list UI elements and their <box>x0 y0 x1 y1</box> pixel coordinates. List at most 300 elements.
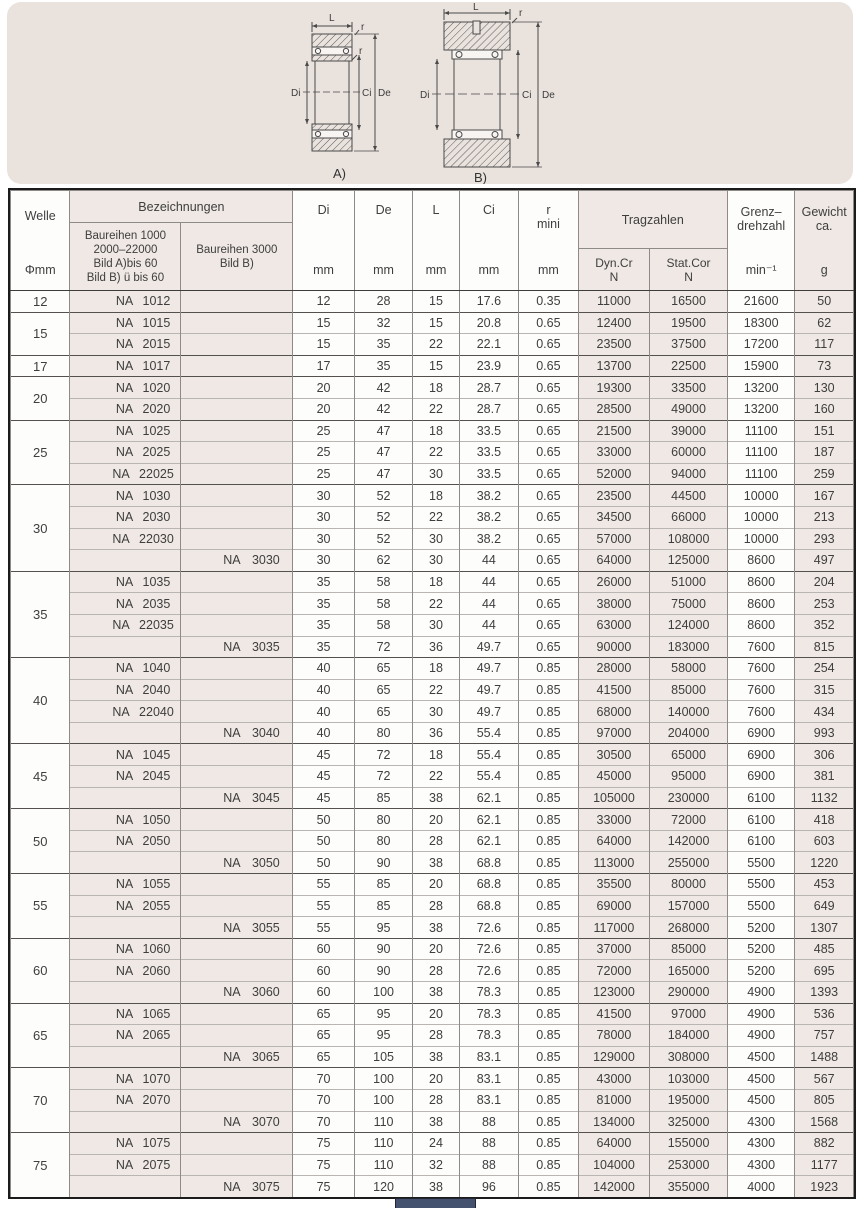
stat-cor-cell: 75000 <box>650 593 728 615</box>
designation-baureihe-1000-cell <box>70 1025 181 1047</box>
l-cell: 28 <box>413 1025 459 1047</box>
grenzdrehzahl-cell: 5500 <box>727 874 795 896</box>
stat-cor-cell: 16500 <box>650 291 728 313</box>
l-cell: 28 <box>413 830 459 852</box>
designation-baureihe-3000-cell <box>181 809 293 831</box>
l-cell: 38 <box>413 917 459 939</box>
designation-baureihe-3000-cell <box>181 377 293 399</box>
designation-prefix: NA <box>115 1006 134 1021</box>
de-cell: 85 <box>354 895 412 917</box>
r-mini-cell: 0.65 <box>519 377 578 399</box>
header-baureihe-3000: Baureihen 3000 Bild B) <box>181 223 293 291</box>
de-cell: 35 <box>354 334 412 356</box>
designation-baureihe-1000-cell <box>70 355 181 377</box>
designation-baureihe-1000-cell <box>70 679 181 701</box>
dyn-cr-cell: 41500 <box>578 679 650 701</box>
di-cell: 75 <box>293 1154 355 1176</box>
r-mini-cell: 0.85 <box>519 960 578 982</box>
de-cell: 47 <box>354 463 412 485</box>
gewicht-cell: 485 <box>795 938 854 960</box>
dyn-cr-cell: 30500 <box>578 744 650 766</box>
table-row <box>11 355 854 377</box>
l-cell: 20 <box>413 1068 459 1090</box>
designation-number: 1015 <box>142 315 171 330</box>
header-di-unit: mm <box>313 262 334 277</box>
ci-cell: 49.7 <box>459 701 518 723</box>
ci-cell: 72.6 <box>459 960 518 982</box>
di-cell: 55 <box>293 895 355 917</box>
de-cell: 100 <box>354 1068 412 1090</box>
r-mini-cell: 0.65 <box>519 636 578 658</box>
l-cell: 30 <box>413 463 459 485</box>
ci-cell: 49.7 <box>459 679 518 701</box>
header-ci <box>459 191 518 291</box>
l-cell: 30 <box>413 614 459 636</box>
dyn-cr-cell: 64000 <box>578 830 650 852</box>
l-cell: 38 <box>413 1046 459 1068</box>
ci-cell: 68.8 <box>459 895 518 917</box>
di-cell: 40 <box>293 701 355 723</box>
gewicht-cell: 254 <box>795 658 854 680</box>
table-row <box>11 874 854 896</box>
welle-cell: 30 <box>11 485 70 571</box>
designation-number: 1025 <box>142 423 171 438</box>
dyn-cr-cell: 23500 <box>578 485 650 507</box>
de-cell: 90 <box>354 938 412 960</box>
designation-number: 1055 <box>142 877 171 892</box>
gewicht-cell: 567 <box>795 1068 854 1090</box>
table-row <box>11 938 854 960</box>
gewicht-cell: 815 <box>795 636 854 658</box>
grenzdrehzahl-cell: 15900 <box>727 355 795 377</box>
dyn-cr-cell: 23500 <box>578 334 650 356</box>
r-mini-cell: 0.65 <box>519 334 578 356</box>
table-row <box>11 291 854 313</box>
ci-cell: 62.1 <box>459 787 518 809</box>
dyn-cr-cell: 129000 <box>578 1046 650 1068</box>
gewicht-cell: 536 <box>795 1003 854 1025</box>
grenzdrehzahl-cell: 6100 <box>727 787 795 809</box>
designation-baureihe-1000-cell <box>70 377 181 399</box>
dyn-cr-cell: 134000 <box>578 1111 650 1133</box>
stat-cor-cell: 230000 <box>650 787 728 809</box>
de-cell: 85 <box>354 874 412 896</box>
ci-cell: 83.1 <box>459 1046 518 1068</box>
welle-cell: 60 <box>11 938 70 1003</box>
stat-cor-cell: 142000 <box>650 830 728 852</box>
designation-number: 2035 <box>142 596 171 611</box>
de-cell: 90 <box>354 852 412 874</box>
welle-cell: 35 <box>11 571 70 657</box>
r-mini-cell: 0.65 <box>519 312 578 334</box>
di-cell: 50 <box>293 830 355 852</box>
designation-baureihe-1000-cell <box>70 1176 181 1198</box>
designation-prefix: NA <box>223 553 241 568</box>
designation-baureihe-1000-cell <box>70 917 181 939</box>
table-row <box>11 852 854 874</box>
dim-label-r-inner-a: r <box>359 46 363 57</box>
di-cell: 65 <box>293 1046 355 1068</box>
stat-cor-cell: 39000 <box>650 420 728 442</box>
ci-cell: 28.7 <box>459 377 518 399</box>
l-cell: 32 <box>413 1154 459 1176</box>
designation-baureihe-3000-cell <box>181 485 293 507</box>
stat-cor-cell: 325000 <box>650 1111 728 1133</box>
grenzdrehzahl-cell: 4500 <box>727 1089 795 1111</box>
designation-baureihe-3000-cell <box>181 506 293 528</box>
dyn-cr-cell: 90000 <box>578 636 650 658</box>
designation-number: 3075 <box>251 1179 280 1194</box>
table-row <box>11 1046 854 1068</box>
l-cell: 38 <box>413 982 459 1004</box>
dim-label-di-a: Di <box>291 88 301 99</box>
di-cell: 35 <box>293 636 355 658</box>
gewicht-cell: 259 <box>795 463 854 485</box>
designation-baureihe-1000-cell <box>70 334 181 356</box>
l-cell: 36 <box>413 722 459 744</box>
designation-number: 1040 <box>142 661 171 676</box>
r-mini-cell: 0.85 <box>519 917 578 939</box>
designation-baureihe-3000-cell <box>181 614 293 636</box>
dyn-cr-cell: 104000 <box>578 1154 650 1176</box>
designation-prefix: NA <box>115 898 134 913</box>
di-cell: 70 <box>293 1111 355 1133</box>
caption-b: B) <box>474 170 487 184</box>
l-cell: 15 <box>413 291 459 313</box>
gewicht-cell: 418 <box>795 809 854 831</box>
table-row <box>11 506 854 528</box>
l-cell: 30 <box>413 701 459 723</box>
di-cell: 17 <box>293 355 355 377</box>
de-cell: 58 <box>354 614 412 636</box>
designation-baureihe-3000-cell <box>181 1068 293 1090</box>
bearing-cross-section-drawing <box>7 2 853 184</box>
stat-cor-cell: 124000 <box>650 614 728 636</box>
de-cell: 95 <box>354 1003 412 1025</box>
table-row <box>11 722 854 744</box>
stat-cor-cell: 103000 <box>650 1068 728 1090</box>
designation-number: 2060 <box>142 963 171 978</box>
de-cell: 72 <box>354 766 412 788</box>
r-mini-cell: 0.85 <box>519 852 578 874</box>
de-cell: 110 <box>354 1111 412 1133</box>
de-cell: 105 <box>354 1046 412 1068</box>
ci-cell: 33.5 <box>459 463 518 485</box>
designation-number: 2045 <box>142 769 171 784</box>
table-row <box>11 463 854 485</box>
di-cell: 20 <box>293 398 355 420</box>
grenzdrehzahl-cell: 8600 <box>727 614 795 636</box>
grenzdrehzahl-cell: 10000 <box>727 528 795 550</box>
dyn-cr-cell: 78000 <box>578 1025 650 1047</box>
designation-baureihe-3000-cell <box>181 1003 293 1025</box>
de-cell: 85 <box>354 787 412 809</box>
dyn-cr-cell: 43000 <box>578 1068 650 1090</box>
l-cell: 22 <box>413 398 459 420</box>
designation-prefix: NA <box>112 531 130 546</box>
designation-number: 1045 <box>142 747 171 762</box>
de-cell: 52 <box>354 528 412 550</box>
designation-baureihe-3000-cell <box>181 398 293 420</box>
r-mini-cell: 0.85 <box>519 1111 578 1133</box>
l-cell: 20 <box>413 809 459 831</box>
l-cell: 24 <box>413 1133 459 1155</box>
designation-number: 2025 <box>142 445 171 460</box>
designation-baureihe-1000-cell <box>70 312 181 334</box>
l-cell: 22 <box>413 766 459 788</box>
stat-cor-cell: 255000 <box>650 852 728 874</box>
di-cell: 45 <box>293 766 355 788</box>
dim-label-de-b: De <box>542 90 555 101</box>
de-cell: 110 <box>354 1133 412 1155</box>
l-cell: 30 <box>413 550 459 572</box>
de-cell: 72 <box>354 744 412 766</box>
designation-prefix: NA <box>115 1158 134 1173</box>
grenzdrehzahl-cell: 6900 <box>727 722 795 744</box>
de-cell: 65 <box>354 658 412 680</box>
header-gewicht <box>795 191 854 291</box>
r-mini-cell: 0.65 <box>519 398 578 420</box>
header-gewicht-unit: g <box>820 262 828 277</box>
designation-prefix: NA <box>223 790 241 805</box>
de-cell: 72 <box>354 636 412 658</box>
gewicht-cell: 352 <box>795 614 854 636</box>
stat-cor-cell: 290000 <box>650 982 728 1004</box>
dyn-cr-cell: 113000 <box>578 852 650 874</box>
designation-baureihe-1000-cell <box>70 874 181 896</box>
header-l <box>413 191 459 291</box>
l-cell: 38 <box>413 1111 459 1133</box>
designation-prefix: NA <box>115 963 134 978</box>
de-cell: 100 <box>354 982 412 1004</box>
dyn-cr-cell: 64000 <box>578 550 650 572</box>
designation-number: 2075 <box>142 1158 171 1173</box>
gewicht-cell: 213 <box>795 506 854 528</box>
l-cell: 38 <box>413 787 459 809</box>
de-cell: 80 <box>354 722 412 744</box>
header-welle-label: Welle <box>24 208 56 223</box>
stat-cor-cell: 60000 <box>650 442 728 464</box>
designation-prefix: NA <box>115 1093 134 1108</box>
gewicht-cell: 73 <box>795 355 854 377</box>
dyn-cr-cell: 13700 <box>578 355 650 377</box>
designation-number: 1020 <box>142 380 171 395</box>
gewicht-cell: 1923 <box>795 1176 854 1198</box>
designation-number: 1060 <box>142 942 171 957</box>
table-header <box>11 191 854 291</box>
table-row <box>11 830 854 852</box>
l-cell: 18 <box>413 571 459 593</box>
l-cell: 30 <box>413 528 459 550</box>
stat-cor-cell: 95000 <box>650 766 728 788</box>
table-row <box>11 312 854 334</box>
gewicht-cell: 805 <box>795 1089 854 1111</box>
de-cell: 65 <box>354 679 412 701</box>
designation-prefix: NA <box>115 682 134 697</box>
designation-baureihe-3000-cell <box>181 874 293 896</box>
designation-prefix: NA <box>223 1050 241 1065</box>
grenzdrehzahl-cell: 11100 <box>727 420 795 442</box>
grenzdrehzahl-cell: 4500 <box>727 1046 795 1068</box>
di-cell: 60 <box>293 938 355 960</box>
table-row <box>11 636 854 658</box>
stat-cor-cell: 80000 <box>650 874 728 896</box>
dyn-cr-cell: 12400 <box>578 312 650 334</box>
designation-prefix: NA <box>115 575 134 590</box>
designation-baureihe-1000-cell <box>70 291 181 313</box>
designation-baureihe-1000-cell <box>70 1003 181 1025</box>
l-cell: 36 <box>413 636 459 658</box>
dyn-cr-cell: 41500 <box>578 1003 650 1025</box>
table-row <box>11 550 854 572</box>
gewicht-cell: 130 <box>795 377 854 399</box>
designation-number: 3060 <box>251 985 280 1000</box>
designation-prefix: NA <box>223 1179 241 1194</box>
dyn-cr-cell: 64000 <box>578 1133 650 1155</box>
l-cell: 18 <box>413 377 459 399</box>
table-row <box>11 420 854 442</box>
l-cell: 18 <box>413 744 459 766</box>
grenzdrehzahl-cell: 11100 <box>727 442 795 464</box>
r-mini-cell: 0.85 <box>519 1089 578 1111</box>
stat-cor-cell: 94000 <box>650 463 728 485</box>
di-cell: 60 <box>293 982 355 1004</box>
grenzdrehzahl-cell: 8600 <box>727 593 795 615</box>
di-cell: 30 <box>293 506 355 528</box>
stat-cor-cell: 355000 <box>650 1176 728 1198</box>
gewicht-cell: 253 <box>795 593 854 615</box>
de-cell: 35 <box>354 355 412 377</box>
r-mini-cell: 0.85 <box>519 766 578 788</box>
designation-number: 1070 <box>142 1071 171 1086</box>
welle-cell: 55 <box>11 874 70 939</box>
designation-baureihe-3000-cell <box>181 766 293 788</box>
designation-number: 3065 <box>251 1050 280 1065</box>
designation-prefix: NA <box>115 769 134 784</box>
dyn-cr-cell: 81000 <box>578 1089 650 1111</box>
designation-prefix: NA <box>112 618 130 633</box>
ci-cell: 62.1 <box>459 830 518 852</box>
di-cell: 40 <box>293 658 355 680</box>
ci-cell: 72.6 <box>459 938 518 960</box>
dyn-cr-cell: 21500 <box>578 420 650 442</box>
di-cell: 50 <box>293 809 355 831</box>
caption-a: A) <box>333 166 346 181</box>
designation-number: 22025 <box>139 467 174 482</box>
ci-cell: 68.8 <box>459 852 518 874</box>
designation-number: 3055 <box>251 920 280 935</box>
dyn-cr-cell: 37000 <box>578 938 650 960</box>
designation-baureihe-3000-cell <box>181 1154 293 1176</box>
designation-baureihe-1000-cell <box>70 550 181 572</box>
dim-label-ci-b: Ci <box>522 90 532 101</box>
stat-cor-cell: 183000 <box>650 636 728 658</box>
stat-cor-cell: 22500 <box>650 355 728 377</box>
dim-label-di-b: Di <box>420 90 430 101</box>
l-cell: 22 <box>413 593 459 615</box>
r-mini-cell: 0.35 <box>519 291 578 313</box>
di-cell: 65 <box>293 1025 355 1047</box>
grenzdrehzahl-cell: 4900 <box>727 1003 795 1025</box>
gewicht-cell: 1393 <box>795 982 854 1004</box>
dyn-cr-cell: 69000 <box>578 895 650 917</box>
l-cell: 20 <box>413 938 459 960</box>
l-cell: 28 <box>413 895 459 917</box>
r-mini-cell: 0.85 <box>519 1003 578 1025</box>
designation-baureihe-3000-cell <box>181 420 293 442</box>
designation-baureihe-3000-cell <box>181 938 293 960</box>
designation-number: 1035 <box>142 575 171 590</box>
stat-cor-cell: 140000 <box>650 701 728 723</box>
de-cell: 65 <box>354 701 412 723</box>
designation-prefix: NA <box>115 488 134 503</box>
designation-number: 1065 <box>142 1006 171 1021</box>
designation-baureihe-1000-cell <box>70 1089 181 1111</box>
designation-number: 2070 <box>142 1093 171 1108</box>
designation-prefix: NA <box>223 726 241 741</box>
designation-prefix: NA <box>115 315 134 330</box>
r-mini-cell: 0.85 <box>519 895 578 917</box>
designation-baureihe-3000-cell <box>181 463 293 485</box>
dyn-cr-cell: 19300 <box>578 377 650 399</box>
l-cell: 18 <box>413 658 459 680</box>
di-cell: 30 <box>293 550 355 572</box>
r-mini-cell: 0.65 <box>519 528 578 550</box>
r-mini-cell: 0.65 <box>519 420 578 442</box>
designation-baureihe-1000-cell <box>70 809 181 831</box>
header-grenz-label: Grenz– drehzahl <box>737 204 786 233</box>
designation-baureihe-1000-cell <box>70 1111 181 1133</box>
gewicht-cell: 167 <box>795 485 854 507</box>
stat-cor-cell: 51000 <box>650 571 728 593</box>
designation-baureihe-1000-cell <box>70 485 181 507</box>
designation-baureihe-1000-cell <box>70 1154 181 1176</box>
stat-cor-cell: 308000 <box>650 1046 728 1068</box>
gewicht-cell: 293 <box>795 528 854 550</box>
r-mini-cell: 0.85 <box>519 830 578 852</box>
designation-baureihe-1000-cell <box>70 658 181 680</box>
designation-baureihe-3000-cell <box>181 982 293 1004</box>
designation-prefix: NA <box>115 942 134 957</box>
table-row <box>11 809 854 831</box>
ci-cell: 83.1 <box>459 1068 518 1090</box>
bearing-catalog-table <box>10 190 854 1197</box>
dyn-cr-cell: 26000 <box>578 571 650 593</box>
grenzdrehzahl-cell: 7600 <box>727 701 795 723</box>
table-row <box>11 917 854 939</box>
ci-cell: 33.5 <box>459 420 518 442</box>
dyn-cr-cell: 38000 <box>578 593 650 615</box>
welle-cell: 15 <box>11 312 70 355</box>
designation-baureihe-1000-cell <box>70 571 181 593</box>
header-di-label: Di <box>317 202 330 217</box>
grenzdrehzahl-cell: 6900 <box>727 766 795 788</box>
designation-baureihe-3000-cell <box>181 830 293 852</box>
ci-cell: 55.4 <box>459 744 518 766</box>
header-l-unit: mm <box>425 262 447 277</box>
r-mini-cell: 0.85 <box>519 809 578 831</box>
dyn-cr-cell: 105000 <box>578 787 650 809</box>
r-mini-cell: 0.65 <box>519 550 578 572</box>
welle-cell: 17 <box>11 355 70 377</box>
designation-baureihe-1000-cell <box>70 787 181 809</box>
r-mini-cell: 0.85 <box>519 1046 578 1068</box>
l-cell: 22 <box>413 442 459 464</box>
designation-baureihe-1000-cell <box>70 1133 181 1155</box>
r-mini-cell: 0.85 <box>519 938 578 960</box>
bearing-a-drawing <box>303 22 379 151</box>
gewicht-cell: 151 <box>795 420 854 442</box>
